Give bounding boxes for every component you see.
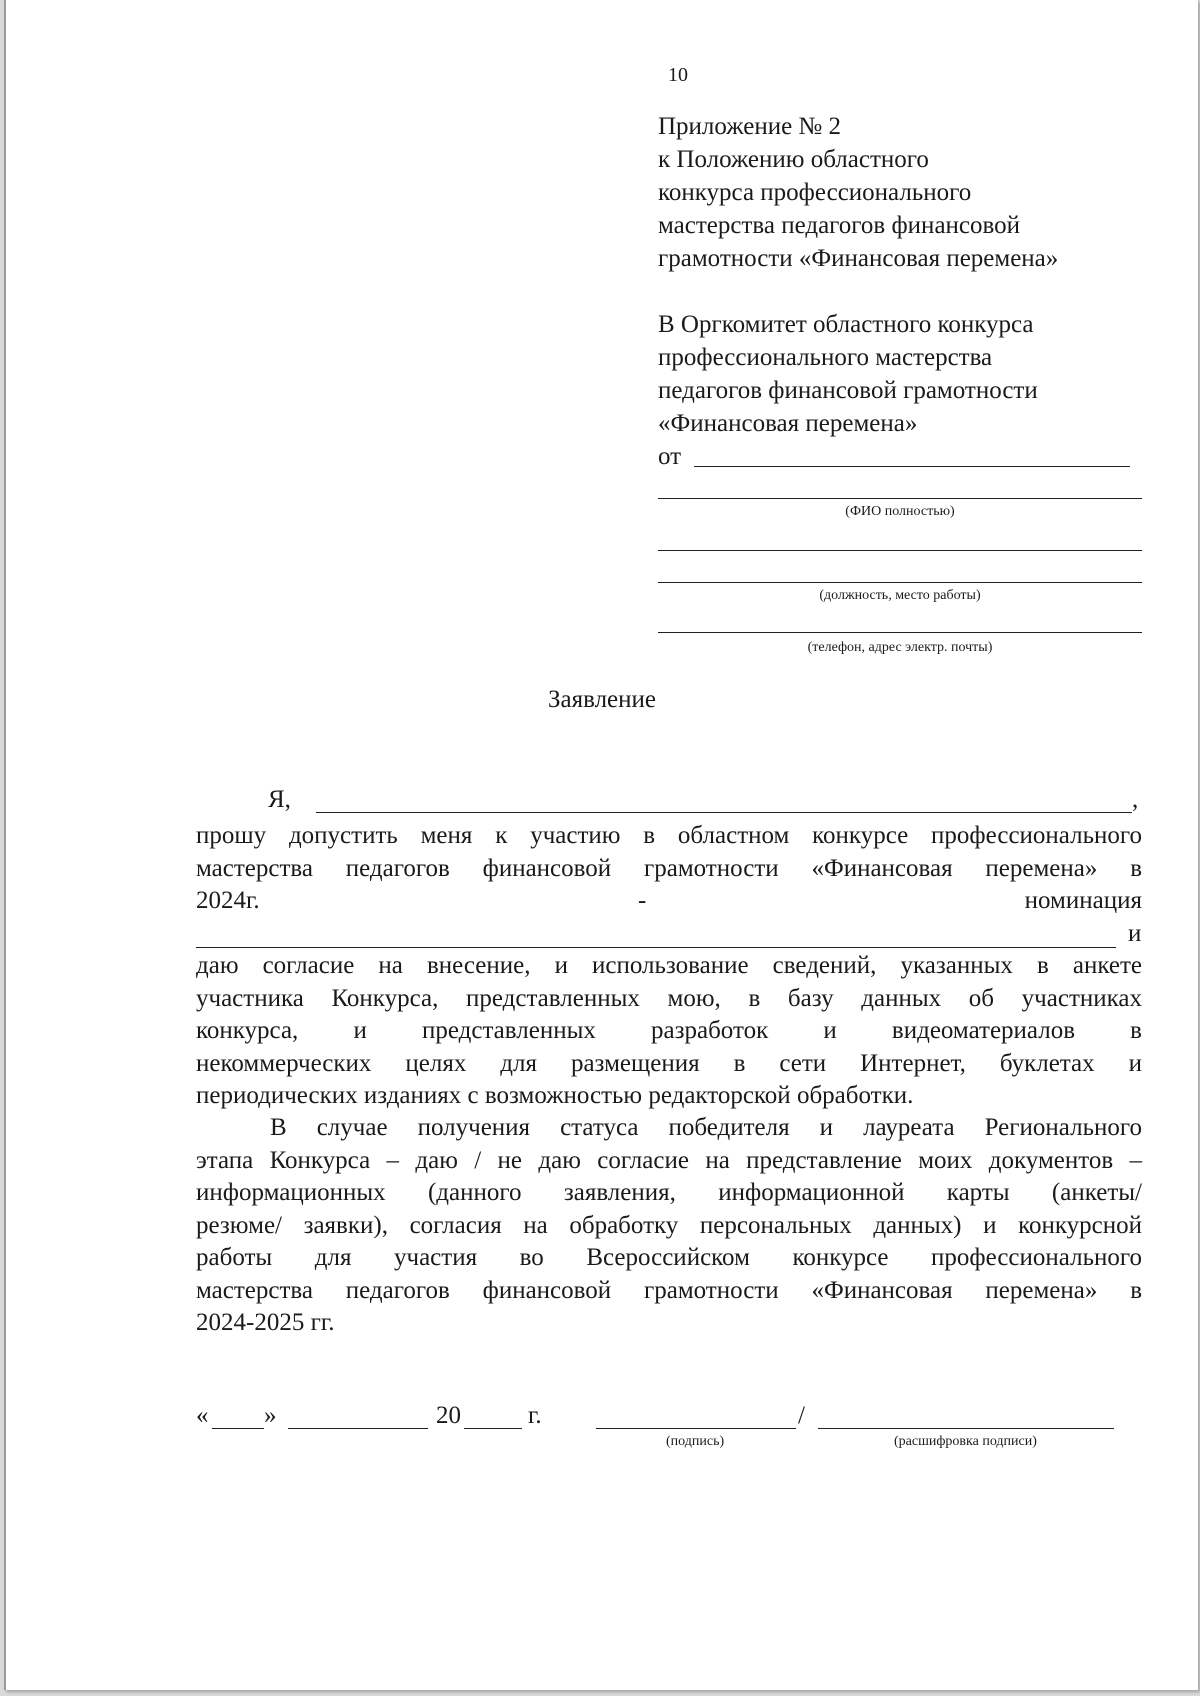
text-line: работы для участия во Всероссийском конкурсе профессионального (196, 1244, 1142, 1271)
text-line: периодических изданиях с возможностью редакторской обработки. (196, 1082, 914, 1109)
page-number: 10 (668, 64, 688, 86)
from-label: от (658, 443, 682, 470)
header-line: к Положению областного (658, 146, 929, 173)
fio-caption: (ФИО полностью) (845, 504, 955, 519)
paragraph-request (196, 820, 1142, 918)
text-line: мастерства педагогов финансовой грамотности «Финансовая перемена» в (196, 854, 1142, 882)
dash-text: - (638, 887, 647, 914)
contacts-caption: (телефон, адрес электр. почты) (807, 640, 993, 655)
text-line: конкурса, и представленных разработок и видеоматериалов в (196, 1017, 1142, 1044)
text-line: участника Конкурса, представленных мою, в базу данных об участниках (196, 984, 1142, 1012)
year-fill-line (464, 1428, 522, 1429)
decoding-caption: (расшифровка подписи) (894, 1434, 1037, 1449)
year-text: 2024г. (196, 887, 260, 914)
and-text: и (1128, 920, 1142, 947)
year-suffix: г. (528, 1402, 542, 1429)
header-line: грамотности «Финансовая перемена» (658, 245, 1059, 272)
addressee-line: «Финансовая перемена» (658, 410, 918, 437)
addressee-line: В Оргкомитет областного конкурса (658, 311, 1034, 338)
document-page (4, 0, 1198, 1690)
text-line: прошу допустить меня к участию в областном конкурсе профессионального (196, 822, 1142, 849)
text-line: информационных (данного заявления, информационной карты (анкеты/ (196, 1179, 1142, 1206)
addressee-block (658, 308, 1138, 473)
text-line: резюме/ заявки), согласия на обработку персональных данных) и конкурсной (196, 1211, 1142, 1239)
open-quote: « (196, 1402, 209, 1429)
text-line: этапа Конкурса – даю / не даю согласие на представление моих документов – (196, 1146, 1142, 1174)
name-fill-line (316, 812, 1132, 813)
close-quote: » (264, 1402, 277, 1429)
text-line: даю согласие на внесение, и использование сведений, указанных в анкете (196, 952, 1142, 979)
paragraph-consent (196, 950, 1142, 1113)
day-fill-line (212, 1428, 264, 1429)
month-fill-line (288, 1428, 428, 1429)
text-line: мастерства педагогов финансовой грамотности «Финансовая перемена» в (196, 1276, 1142, 1304)
header-line: мастерства педагогов финансовой (658, 212, 1021, 239)
header-line: Приложение № 2 (658, 113, 842, 140)
nomination-fill-line (196, 947, 1116, 948)
addressee-line: педагогов финансовой грамотности (658, 377, 1038, 404)
contacts-fill-line (658, 632, 1142, 633)
signature-fill-line (596, 1428, 796, 1429)
header-line: конкурса профессионального (658, 179, 972, 206)
decoding-fill-line (818, 1428, 1114, 1429)
position-caption: (должность, место работы) (819, 588, 981, 603)
position-fill-line-1 (658, 550, 1142, 551)
paragraph-winner (196, 1112, 1142, 1340)
from-fill-line (694, 466, 1130, 467)
nomination-label: номинация (1024, 887, 1142, 914)
appendix-header (658, 110, 1138, 275)
signature-caption: (подпись) (666, 1434, 725, 1449)
text-line: 2024-2025 гг. (196, 1309, 335, 1336)
position-fill-line-2 (658, 582, 1142, 583)
text-line (196, 885, 1142, 918)
i-label: Я, (268, 786, 291, 813)
addressee-line: профессионального мастерства (658, 344, 993, 371)
year-prefix: 20 (436, 1402, 461, 1429)
fio-fill-line (658, 498, 1142, 499)
document-title: Заявление (547, 686, 657, 713)
slash: / (798, 1402, 805, 1429)
text-line: В случае получения статуса победителя и лауреата Регионального (270, 1114, 1142, 1141)
i-comma: , (1132, 786, 1139, 813)
text-line: некоммерческих целях для размещения в сети Интернет, буклетах и (196, 1049, 1142, 1077)
